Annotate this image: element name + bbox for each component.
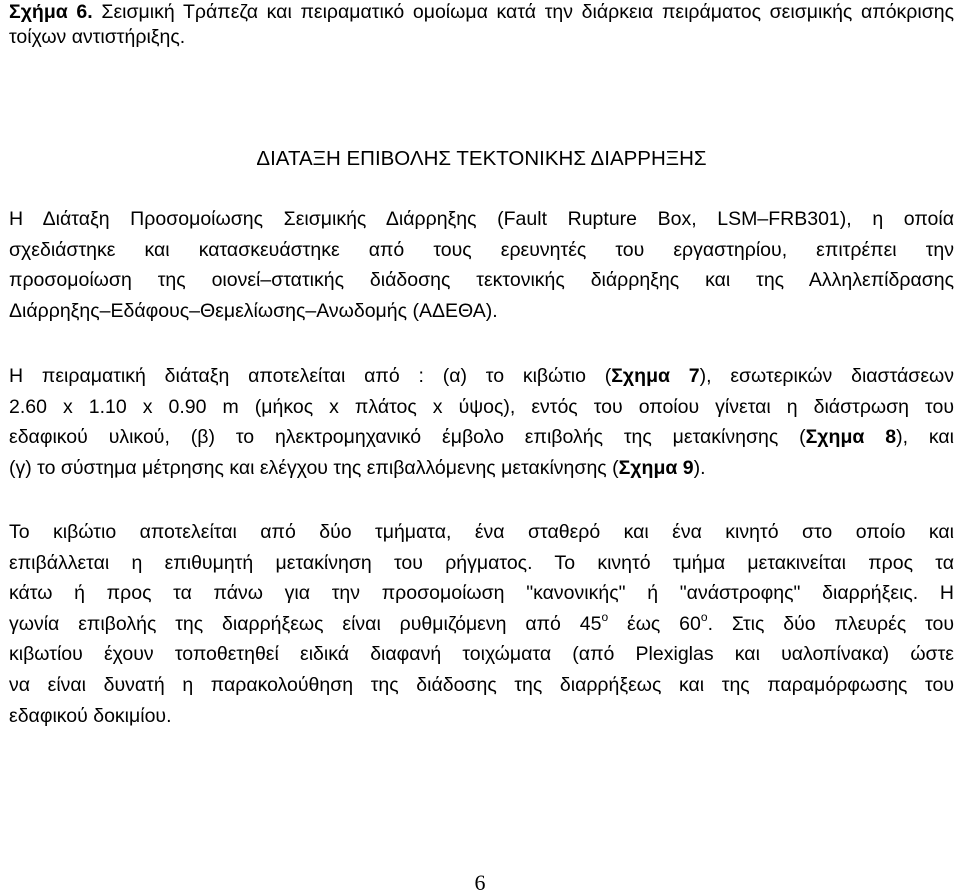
- paragraph-line: εδαφικού δοκιμίου.: [9, 704, 172, 727]
- text-run: έως 60: [608, 612, 701, 635]
- degree-superscript: ο: [700, 609, 708, 624]
- text-run: (γ) το σύστημα μέτρησης και ελέγχου της επιβαλλόμενης μετακίνησης (: [9, 456, 619, 479]
- degree-superscript: ο: [601, 609, 609, 624]
- section-heading: ΔΙΑΤΑΞΗ ΕΠΙΒΟΛΗΣ ΤΕΚΤΟΝΙΚΗΣ ΔΙΑΡΡΗΞΗΣ: [256, 147, 707, 170]
- paragraph-line: προσομοίωση της οιονεί–στατικής διάδοσης τεκτονικής διάρρηξης και της Αλληλεπίδρασης: [9, 269, 954, 292]
- text-run: γωνία επιβολής της διαρρήξεως είναι ρυθμιζόμενη από 45: [9, 612, 602, 635]
- text-run: ), εσωτερικών διαστάσεων: [699, 365, 954, 387]
- paragraph-line: Το κιβώτιο αποτελείται από δύο τμήματα, ένα σταθερό και ένα κινητό στο οποίο και: [9, 521, 954, 543]
- text-run: ), και: [896, 426, 954, 449]
- figure-reference: Σχημα 7: [611, 365, 700, 387]
- figure-caption: [9, 0, 954, 50]
- page-number: 6: [474, 870, 486, 895]
- paragraph-line: να είναι δυνατή η παρακολούθηση της διάδοσης της διαρρήξεως και της παραμόρφωσης του: [9, 673, 954, 696]
- caption-text: Σεισμική Τράπεζα και πειραματικό ομοίωμα κατά την διάρκεια πειράματος σεισμικής απόκρισης τοίχων αντιστήριξης.: [9, 1, 955, 48]
- paragraph-3: [9, 517, 954, 731]
- figure-reference: Σχημα 9: [618, 456, 694, 479]
- paragraph-line: επιβάλλεται η επιθυμητή μετακίνηση του ρήγματος. Το κινητό τμήμα μετακινείται προς τα: [9, 551, 954, 574]
- figure-reference: Σχημα 8: [805, 426, 897, 449]
- paragraph-line: [9, 422, 954, 453]
- paragraph-line: σχεδιάστηκε και κατασκευάστηκε από τους ερευνητές του εργαστηρίου, επιτρέπει την: [9, 238, 954, 261]
- paragraph-line: [9, 361, 954, 392]
- text-run: ).: [693, 456, 706, 479]
- paragraph-line: Η Διάταξη Προσομοίωσης Σεισμικής Διάρρηξης (Fault Rupture Box, LSM–FRB301), η οποία: [9, 208, 954, 230]
- paragraph-1: [9, 204, 954, 326]
- caption-label: Σχήμα 6.: [9, 1, 93, 23]
- text-run: Η πειραματική διάταξη αποτελείται από : (α) το κιβώτιο (: [9, 365, 612, 387]
- paragraph-line: κιβωτίου έχουν τοποθετηθεί ειδικά διαφανή τοιχώματα (από Plexiglas και υαλοπίνακα) ώστε: [9, 643, 954, 666]
- paragraph-line: Διάρρηξης–Εδάφους–Θεμελίωσης–Ανωδομής (ΑΔΕΘΑ).: [9, 299, 498, 322]
- paragraph-line: [9, 453, 954, 484]
- paragraph-2: [9, 361, 954, 483]
- paragraph-line: 2.60 x 1.10 x 0.90 m (μήκος x πλάτος x ύψος), εντός του οποίου γίνεται η διάστρωση του: [9, 395, 954, 418]
- text-run: εδαφικού υλικού, (β) το ηλεκτρομηχανικό έμβολο επιβολής της μετακίνησης (: [9, 426, 806, 449]
- paragraph-line: κάτω ή προς τα πάνω για την προσομοίωση "κανονικής" ή "ανάστροφης" διαρρήξεις. Η: [9, 582, 954, 605]
- paragraph-line: [9, 609, 954, 640]
- text-run: . Στις δύο πλευρές του: [707, 612, 955, 635]
